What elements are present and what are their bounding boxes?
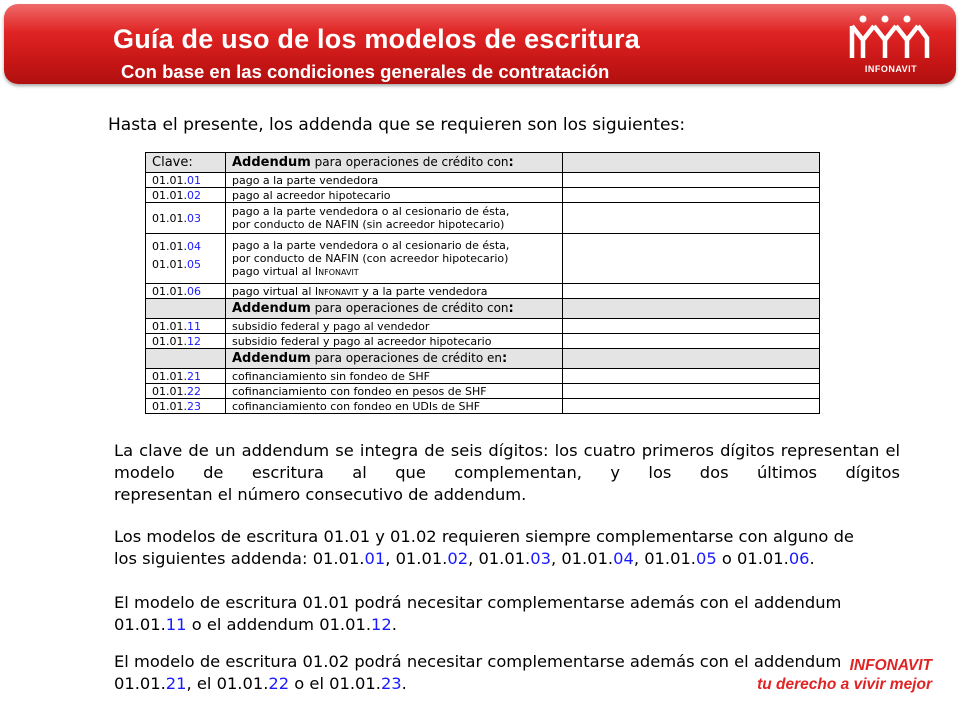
table-row [146,188,820,203]
table-section-header [146,299,820,319]
addendum-header: Addendum para operaciones de crédito en: [226,349,563,369]
clave-cell: 01.01.01 [146,173,226,188]
description-cell: subsidio federal y pago al acreedor hipotecario [226,334,563,349]
model-0101-paragraph: El modelo de escritura 01.01 podrá necesitar complementarse además con el addendum 01.01.11 o el addendum 01.01.12. [114,593,842,634]
clave-cell: 01.01.11 [146,319,226,334]
page-subtitle: Con base en las condiciones generales de contratación [121,61,610,82]
footer-slogan [757,656,932,694]
description-cell: subsidio federal y pago al vendedor [226,319,563,334]
table-row [146,173,820,188]
addenda-table [145,152,820,414]
table-section-header [146,349,820,369]
page-title: Guía de uso de los modelos de escritura [113,24,640,54]
clave-cell: 01.01.12 [146,334,226,349]
footer-brand: INFONAVIT [849,657,932,674]
clave-cell: 01.01.22 [146,384,226,399]
description-cell: pago a la parte vendedora [226,173,563,188]
intro-text: Hasta el presente, los addenda que se requieren son los siguientes: [108,115,686,135]
addendum-header: Addendum para operaciones de crédito con: [226,153,563,173]
table-row [146,284,820,299]
table-row [146,384,820,399]
clave-cell: 01.01.23 [146,399,226,414]
description-cell: pago a la parte vendedora o al cesionario de ésta, por conducto de NAFIN (sin acreedor hipotecario) [226,203,563,234]
infonavit-logo-icon [846,12,936,64]
description-cell: pago a la parte vendedora o al cesionario de ésta, por conducto de NAFIN (con acreedor hipotecario) pago virtual al Infonavit [226,234,563,284]
table-row [146,369,820,384]
addendum-header: Addendum para operaciones de crédito con: [226,299,563,319]
table-row [146,319,820,334]
required-addenda-paragraph: Los modelos de escritura 01.01 y 01.02 requieren siempre complementarse con alguno de los siguientes addenda: 01.01.01, 01.01.02, 01.01.03, 01.01.04, 01.01.05 o 01.01.06. [114,527,854,568]
table-row [146,334,820,349]
description-cell: cofinanciamiento sin fondeo de SHF [226,369,563,384]
description-cell: pago virtual al Infonavit y a la parte vendedora [226,284,563,299]
table-row [146,203,820,234]
empty-header-cell [563,153,820,173]
clave-cell: 01.01.04 01.01.05 [146,234,226,284]
clave-cell: 01.01.21 [146,369,226,384]
table-row [146,234,820,284]
footer-tagline: tu derecho a vivir mejor [757,676,932,693]
description-cell: cofinanciamiento con fondeo en UDIs de SHF [226,399,563,414]
table-header-row [146,153,820,173]
clave-header: Clave: [146,153,226,173]
logo-wordmark: INFONAVIT [864,64,918,74]
clave-cell: 01.01.02 [146,188,226,203]
clave-cell: 01.01.03 [146,203,226,234]
description-cell: cofinanciamiento con fondeo en pesos de SHF [226,384,563,399]
table-row [146,399,820,414]
clave-explanation-paragraph: La clave de un addendum se integra de seis dígitos: los cuatro primeros dígitos representan el modelo de escritura al que complementan, y los dos últimos dígitos representan el número consecutivo de addendum. [114,441,900,504]
clave-cell: 01.01.06 [146,284,226,299]
model-0102-paragraph: El modelo de escritura 01.02 podrá necesitar complementarse además con el addendum 01.01.21, el 01.01.22 o el 01.01.23. [114,652,842,693]
description-cell: pago al acreedor hipotecario [226,188,563,203]
infonavit-logo [846,12,936,76]
